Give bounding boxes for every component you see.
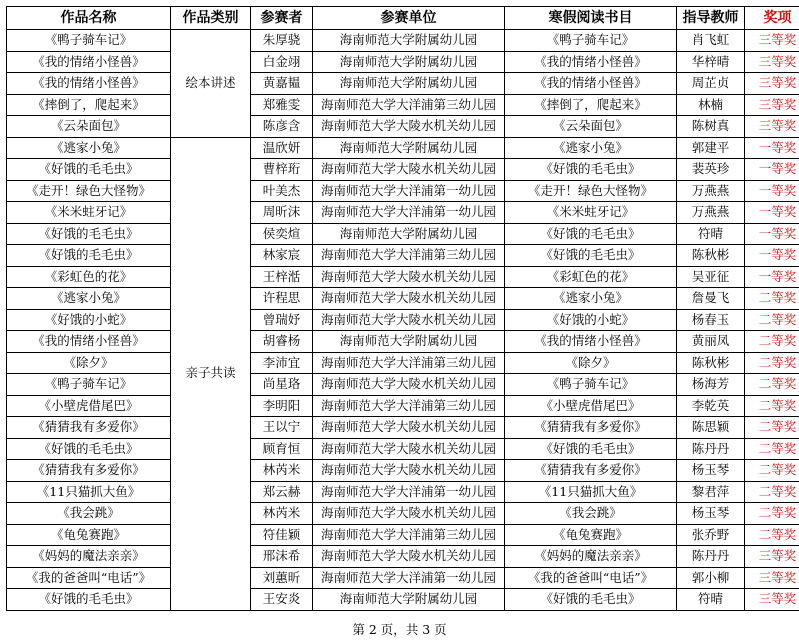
book-cell: 《我的情绪小怪兽》 (505, 73, 677, 95)
header-teacher: 指导教师 (677, 7, 745, 30)
participant-cell: 白金翊 (251, 51, 313, 73)
award-cell: 二等奖 (745, 331, 799, 353)
work-name-cell: 《妈妈的魔法亲亲》 (7, 546, 171, 568)
participant-cell: 符佳颖 (251, 524, 313, 546)
work-name-cell: 《好饿的毛毛虫》 (7, 438, 171, 460)
teacher-cell: 张乔野 (677, 524, 745, 546)
table-row (7, 417, 799, 439)
book-cell: 《逃家小兔》 (505, 288, 677, 310)
book-cell: 《妈妈的魔法亲亲》 (505, 546, 677, 568)
work-name-cell: 《好饿的毛毛虫》 (7, 245, 171, 267)
table-row (7, 481, 799, 503)
table-header (7, 7, 799, 30)
teacher-cell: 郭建平 (677, 137, 745, 159)
header-category: 作品类别 (171, 7, 251, 30)
work-name-cell: 《除夕》 (7, 352, 171, 374)
category-cell: 绘本讲述 (171, 30, 251, 138)
table-row (7, 352, 799, 374)
participant-cell: 侯奕煊 (251, 223, 313, 245)
work-name-cell: 《彩虹色的花》 (7, 266, 171, 288)
participant-cell: 胡睿杨 (251, 331, 313, 353)
book-cell: 《11只猫抓大鱼》 (505, 481, 677, 503)
work-name-cell: 《猜猜我有多爱你》 (7, 417, 171, 439)
teacher-cell: 周芷贞 (677, 73, 745, 95)
table-row (7, 567, 799, 589)
work-name-cell: 《走开！绿色大怪物》 (7, 180, 171, 202)
teacher-cell: 裴英珍 (677, 159, 745, 181)
teacher-cell: 陈丹丹 (677, 546, 745, 568)
work-name-cell: 《我的情绪小怪兽》 (7, 331, 171, 353)
unit-cell: 海南师范大学附属幼儿园 (313, 223, 505, 245)
table-row (7, 524, 799, 546)
work-name-cell: 《逃家小兔》 (7, 137, 171, 159)
unit-cell: 海南师范大学大洋浦第三幼儿园 (313, 245, 505, 267)
unit-cell: 海南师范大学大陵水机关幼儿园 (313, 288, 505, 310)
teacher-cell: 杨海芳 (677, 374, 745, 396)
award-cell: 三等奖 (745, 73, 799, 95)
book-cell: 《走开！绿色大怪物》 (505, 180, 677, 202)
participant-cell: 林芮米 (251, 460, 313, 482)
participant-cell: 林芮米 (251, 503, 313, 525)
teacher-cell: 符晴 (677, 223, 745, 245)
award-cell: 二等奖 (745, 503, 799, 525)
award-cell: 三等奖 (745, 546, 799, 568)
book-cell: 《好饿的毛毛虫》 (505, 245, 677, 267)
award-cell: 二等奖 (745, 524, 799, 546)
work-name-cell: 《好饿的毛毛虫》 (7, 589, 171, 611)
book-cell: 《米米蛀牙记》 (505, 202, 677, 224)
table-row (7, 309, 799, 331)
header-row (7, 7, 799, 30)
award-cell: 一等奖 (745, 245, 799, 267)
teacher-cell: 李乾英 (677, 395, 745, 417)
unit-cell: 海南师范大学大洋浦第三幼儿园 (313, 524, 505, 546)
teacher-cell: 郭小柳 (677, 567, 745, 589)
work-name-cell: 《逃家小兔》 (7, 288, 171, 310)
award-cell: 二等奖 (745, 288, 799, 310)
work-name-cell: 《我的情绪小怪兽》 (7, 73, 171, 95)
unit-cell: 海南师范大学大洋浦第一幼儿园 (313, 202, 505, 224)
book-cell: 《好饿的毛毛虫》 (505, 223, 677, 245)
unit-cell: 海南师范大学附属幼儿园 (313, 30, 505, 52)
book-cell: 《好饿的毛毛虫》 (505, 438, 677, 460)
book-cell: 《鸭子骑车记》 (505, 374, 677, 396)
participant-cell: 曹梓珩 (251, 159, 313, 181)
unit-cell: 海南师范大学大陵水机关幼儿园 (313, 309, 505, 331)
participant-cell: 郑雅雯 (251, 94, 313, 116)
award-cell: 一等奖 (745, 223, 799, 245)
book-cell: 《猜猜我有多爱你》 (505, 417, 677, 439)
unit-cell: 海南师范大学大陵水机关幼儿园 (313, 460, 505, 482)
participant-cell: 黄嘉韫 (251, 73, 313, 95)
unit-cell: 海南师范大学大洋浦第三幼儿园 (313, 352, 505, 374)
table-row (7, 245, 799, 267)
award-cell: 二等奖 (745, 374, 799, 396)
unit-cell: 海南师范大学附属幼儿园 (313, 51, 505, 73)
book-cell: 《逃家小兔》 (505, 137, 677, 159)
teacher-cell: 陈秋彬 (677, 245, 745, 267)
award-cell: 三等奖 (745, 116, 799, 138)
award-cell: 三等奖 (745, 30, 799, 52)
table-row (7, 116, 799, 138)
work-name-cell: 《好饿的毛毛虫》 (7, 223, 171, 245)
teacher-cell: 陈秋彬 (677, 352, 745, 374)
participant-cell: 陈彦含 (251, 116, 313, 138)
teacher-cell: 林楠 (677, 94, 745, 116)
award-cell: 一等奖 (745, 180, 799, 202)
award-cell: 一等奖 (745, 202, 799, 224)
work-name-cell: 《猜猜我有多爱你》 (7, 460, 171, 482)
participant-cell: 王安炎 (251, 589, 313, 611)
header-award: 奖项 (745, 7, 799, 30)
header-participant: 参赛者 (251, 7, 313, 30)
unit-cell: 海南师范大学附属幼儿园 (313, 589, 505, 611)
work-name-cell: 《摔倒了，爬起来》 (7, 94, 171, 116)
table-row (7, 438, 799, 460)
awards-table (6, 6, 799, 611)
teacher-cell: 万燕燕 (677, 202, 745, 224)
unit-cell: 海南师范大学大洋浦第一幼儿园 (313, 180, 505, 202)
award-cell: 二等奖 (745, 438, 799, 460)
work-name-cell: 《我会跳》 (7, 503, 171, 525)
table-row (7, 159, 799, 181)
participant-cell: 朱厚骁 (251, 30, 313, 52)
participant-cell: 温欣妍 (251, 137, 313, 159)
unit-cell: 海南师范大学大洋浦第三幼儿园 (313, 94, 505, 116)
award-cell: 二等奖 (745, 309, 799, 331)
header-unit: 参赛单位 (313, 7, 505, 30)
table-row (7, 223, 799, 245)
table-row (7, 51, 799, 73)
book-cell: 《云朵面包》 (505, 116, 677, 138)
book-cell: 《好饿的小蛇》 (505, 309, 677, 331)
header-book: 寒假阅读书目 (505, 7, 677, 30)
award-cell: 三等奖 (745, 567, 799, 589)
teacher-cell: 万燕燕 (677, 180, 745, 202)
table-row (7, 288, 799, 310)
table-row (7, 331, 799, 353)
work-name-cell: 《我的情绪小怪兽》 (7, 51, 171, 73)
table-row (7, 137, 799, 159)
work-name-cell: 《鸭子骑车记》 (7, 30, 171, 52)
participant-cell: 许程思 (251, 288, 313, 310)
table-row (7, 395, 799, 417)
table-row (7, 266, 799, 288)
participant-cell: 王梓湉 (251, 266, 313, 288)
book-cell: 《我的爸爸叫“电话”》 (505, 567, 677, 589)
award-cell: 一等奖 (745, 159, 799, 181)
book-cell: 《彩虹色的花》 (505, 266, 677, 288)
participant-cell: 顾育恒 (251, 438, 313, 460)
participant-cell: 周昕沫 (251, 202, 313, 224)
category-cell: 亲子共读 (171, 137, 251, 610)
teacher-cell: 杨玉琴 (677, 460, 745, 482)
participant-cell: 曾瑞妤 (251, 309, 313, 331)
teacher-cell: 杨春玉 (677, 309, 745, 331)
unit-cell: 海南师范大学大陵水机关幼儿园 (313, 266, 505, 288)
table-row (7, 460, 799, 482)
book-cell: 《鸭子骑车记》 (505, 30, 677, 52)
book-cell: 《我的情绪小怪兽》 (505, 331, 677, 353)
award-cell: 三等奖 (745, 94, 799, 116)
award-cell: 二等奖 (745, 352, 799, 374)
page-footer: 第 2 页，共 3 页 (352, 622, 447, 637)
table-row (7, 374, 799, 396)
book-cell: 《除夕》 (505, 352, 677, 374)
table-row (7, 202, 799, 224)
unit-cell: 海南师范大学附属幼儿园 (313, 73, 505, 95)
work-name-cell: 《云朵面包》 (7, 116, 171, 138)
participant-cell: 李沛宜 (251, 352, 313, 374)
table-row (7, 94, 799, 116)
teacher-cell: 陈丹丹 (677, 438, 745, 460)
award-cell: 三等奖 (745, 51, 799, 73)
teacher-cell: 黎君萍 (677, 481, 745, 503)
unit-cell: 海南师范大学大洋浦第三幼儿园 (313, 395, 505, 417)
work-name-cell: 《好饿的毛毛虫》 (7, 159, 171, 181)
unit-cell: 海南师范大学大陵水机关幼儿园 (313, 438, 505, 460)
award-cell: 三等奖 (745, 589, 799, 611)
unit-cell: 海南师范大学大洋浦第一幼儿园 (313, 567, 505, 589)
work-name-cell: 《我的爸爸叫“电话”》 (7, 567, 171, 589)
header-work-name: 作品名称 (7, 7, 171, 30)
book-cell: 《好饿的毛毛虫》 (505, 589, 677, 611)
work-name-cell: 《好饿的小蛇》 (7, 309, 171, 331)
table-row (7, 546, 799, 568)
participant-cell: 邢沫希 (251, 546, 313, 568)
table-row (7, 589, 799, 611)
work-name-cell: 《鸭子骑车记》 (7, 374, 171, 396)
book-cell: 《好饿的毛毛虫》 (505, 159, 677, 181)
unit-cell: 海南师范大学大陵水机关幼儿园 (313, 503, 505, 525)
unit-cell: 海南师范大学大陵水机关幼儿园 (313, 546, 505, 568)
award-cell: 二等奖 (745, 481, 799, 503)
book-cell: 《猜猜我有多爱你》 (505, 460, 677, 482)
teacher-cell: 杨玉琴 (677, 503, 745, 525)
teacher-cell: 华梓晴 (677, 51, 745, 73)
work-name-cell: 《小壁虎借尾巴》 (7, 395, 171, 417)
award-cell: 二等奖 (745, 460, 799, 482)
participant-cell: 郑云赫 (251, 481, 313, 503)
unit-cell: 海南师范大学附属幼儿园 (313, 331, 505, 353)
unit-cell: 海南师范大学大陵水机关幼儿园 (313, 159, 505, 181)
book-cell: 《小壁虎借尾巴》 (505, 395, 677, 417)
teacher-cell: 詹曼飞 (677, 288, 745, 310)
teacher-cell: 吴亚征 (677, 266, 745, 288)
work-name-cell: 《龟兔赛跑》 (7, 524, 171, 546)
teacher-cell: 黄丽凤 (677, 331, 745, 353)
unit-cell: 海南师范大学附属幼儿园 (313, 137, 505, 159)
teacher-cell: 符晴 (677, 589, 745, 611)
unit-cell: 海南师范大学大陵水机关幼儿园 (313, 374, 505, 396)
participant-cell: 尚星珞 (251, 374, 313, 396)
unit-cell: 海南师范大学大洋浦第一幼儿园 (313, 481, 505, 503)
award-cell: 一等奖 (745, 137, 799, 159)
table-row (7, 73, 799, 95)
participant-cell: 李明阳 (251, 395, 313, 417)
table-row (7, 503, 799, 525)
teacher-cell: 陈思颖 (677, 417, 745, 439)
book-cell: 《龟兔赛跑》 (505, 524, 677, 546)
participant-cell: 刘蕙昕 (251, 567, 313, 589)
participant-cell: 王以宁 (251, 417, 313, 439)
table-body (7, 30, 799, 611)
teacher-cell: 肖飞虹 (677, 30, 745, 52)
book-cell: 《我会跳》 (505, 503, 677, 525)
work-name-cell: 《11只猫抓大鱼》 (7, 481, 171, 503)
table-row (7, 180, 799, 202)
book-cell: 《摔倒了，爬起来》 (505, 94, 677, 116)
book-cell: 《我的情绪小怪兽》 (505, 51, 677, 73)
teacher-cell: 陈树真 (677, 116, 745, 138)
award-cell: 二等奖 (745, 417, 799, 439)
work-name-cell: 《米米蛀牙记》 (7, 202, 171, 224)
participant-cell: 叶美杰 (251, 180, 313, 202)
unit-cell: 海南师范大学大陵水机关幼儿园 (313, 116, 505, 138)
award-cell: 二等奖 (745, 395, 799, 417)
award-cell: 一等奖 (745, 266, 799, 288)
table-row (7, 30, 799, 52)
unit-cell: 海南师范大学大陵水机关幼儿园 (313, 417, 505, 439)
participant-cell: 林家宸 (251, 245, 313, 267)
